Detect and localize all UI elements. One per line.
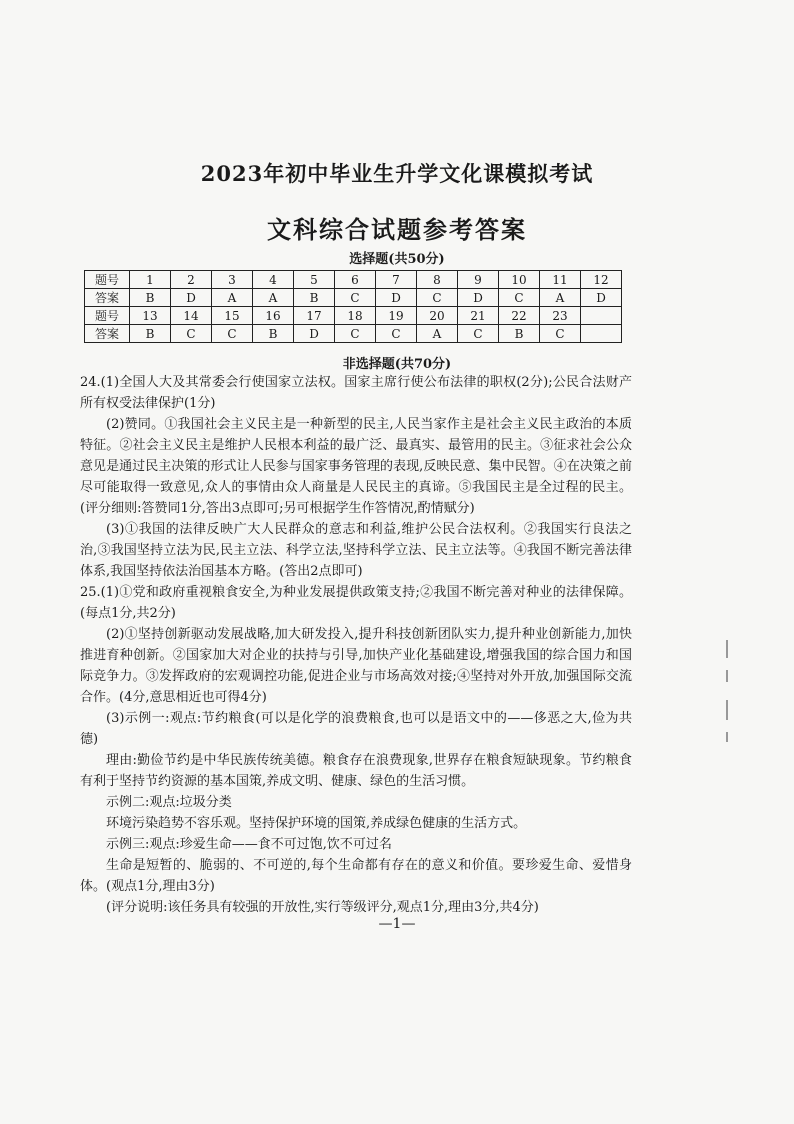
answer-paragraph: 示例三:观点:珍爱生命——食不可过饱,饮不可过名	[106, 837, 392, 852]
table-cell: D	[581, 289, 622, 307]
table-cell: C	[335, 289, 376, 307]
table-cell: D	[458, 289, 499, 307]
table-cell: 2	[171, 271, 212, 289]
table-cell: A	[417, 325, 458, 343]
table-cell: A	[253, 289, 294, 307]
exam-title: 2023年初中毕业生升学文化课模拟考试	[200, 161, 594, 186]
table-row	[85, 325, 622, 343]
table-cell: 8	[417, 271, 458, 289]
answer-paragraph: 示例二:观点:垃圾分类	[106, 795, 232, 810]
table-cell: 9	[458, 271, 499, 289]
non-choice-heading: 非选择题(共70分)	[342, 357, 452, 372]
table-cell: 22	[499, 307, 540, 325]
answer-paragraph: (评分说明:该任务具有较强的开放性,实行等级评分,观点1分,理由3分,共4分)	[106, 900, 539, 915]
table-cell: B	[499, 325, 540, 343]
table-cell: D	[376, 289, 417, 307]
table-cell: D	[294, 325, 335, 343]
table-row	[85, 271, 622, 289]
answer-body	[80, 372, 632, 918]
table-cell	[581, 325, 622, 343]
table-cell: C	[458, 325, 499, 343]
table-cell: C	[417, 289, 458, 307]
table-cell: 1	[130, 271, 171, 289]
table-cell: 16	[253, 307, 294, 325]
table-cell: B	[130, 325, 171, 343]
table-cell: 4	[253, 271, 294, 289]
table-cell: 3	[212, 271, 253, 289]
table-cell: 17	[294, 307, 335, 325]
table-cell: 23	[540, 307, 581, 325]
answer-paragraph: (3)示例一:观点:节约粮食(可以是化学的浪费粮食,也可以是语文中的——侈恶之大,俭为共德)	[80, 711, 632, 747]
table-cell: 15	[212, 307, 253, 325]
table-cell: 21	[458, 307, 499, 325]
table-cell: 14	[171, 307, 212, 325]
answer-paragraph: 理由:勤俭节约是中华民族传统美德。粮食存在浪费现象,世界存在粮食短缺现象。节约粮食有利于坚持节约资源的基本国策,养成文明、健康、绿色的生活习惯。	[80, 753, 632, 789]
table-row	[85, 289, 622, 307]
row-label: 答案	[85, 289, 130, 307]
table-cell: 13	[130, 307, 171, 325]
answer-paragraph: (2)赞同。①我国社会主义民主是一种新型的民主,人民当家作主是社会主义民主政治的本质特征。②社会主义民主是维护人民根本利益的最广泛、最真实、最管用的民主。③征求社会公众意见是通过民主决策的形式让人民参与国家事务管理的表现,反映民意、集中民智。④在决策之前尽可能取得一致意见,众人的事情由众人商量是人民民主的真谛。⑤我国民主是全过程的民主。(评分细则:答赞同1分,答出3点即可;另可根据学生作答情况,酌情赋分)	[80, 417, 632, 516]
table-cell: 12	[581, 271, 622, 289]
table-cell: 7	[376, 271, 417, 289]
table-cell	[581, 307, 622, 325]
table-cell: B	[294, 289, 335, 307]
page-number: —1—	[378, 916, 416, 932]
margin-scan-marks	[716, 640, 746, 750]
row-label: 题号	[85, 307, 130, 325]
answer-paragraph: 生命是短暂的、脆弱的、不可逆的,每个生命都有存在的意义和价值。要珍爱生命、爱惜身体。(观点1分,理由3分)	[80, 858, 632, 894]
answer-table	[84, 270, 622, 343]
table-cell: A	[540, 289, 581, 307]
table-cell: 10	[499, 271, 540, 289]
table-cell: 11	[540, 271, 581, 289]
table-cell: C	[499, 289, 540, 307]
table-cell: 20	[417, 307, 458, 325]
table-cell: C	[171, 325, 212, 343]
multiple-choice-heading: 选择题(共50分)	[349, 252, 445, 267]
table-cell: 5	[294, 271, 335, 289]
answer-key-title: 文科综合试题参考答案	[267, 215, 527, 244]
answer-paragraph: (2)①坚持创新驱动发展战略,加大研发投入,提升科技创新团队实力,提升种业创新能力,加快推进育种创新。②国家加大对企业的扶持与引导,加快产业化基础建设,增强我国的综合国力和国际竞争力。③发挥政府的宏观调控功能,促进企业与市场高效对接;④坚持对外开放,加强国际交流合作。(4分,意思相近也可得4分)	[80, 627, 632, 705]
table-cell: 18	[335, 307, 376, 325]
table-cell: D	[171, 289, 212, 307]
table-cell: C	[335, 325, 376, 343]
row-label: 答案	[85, 325, 130, 343]
row-label: 题号	[85, 271, 130, 289]
table-row	[85, 307, 622, 325]
table-cell: B	[253, 325, 294, 343]
table-cell: B	[130, 289, 171, 307]
table-cell: 6	[335, 271, 376, 289]
answer-paragraph: (3)①我国的法律反映广大人民群众的意志和利益,维护公民合法权利。②我国实行良法之治,③我国坚持立法为民,民主立法、科学立法,坚持科学立法、民主立法等。④我国不断完善法律体系,我国坚持依法治国基本方略。(答出2点即可)	[80, 522, 632, 579]
table-cell: A	[212, 289, 253, 307]
table-cell: C	[212, 325, 253, 343]
table-cell: C	[376, 325, 417, 343]
table-cell: 19	[376, 307, 417, 325]
answer-paragraph: 24.(1)全国人大及其常委会行使国家立法权。国家主席行使公布法律的职权(2分);公民合法财产所有权受法律保护(1分)	[80, 375, 632, 411]
answer-paragraph: 环境污染趋势不容乐观。坚持保护环境的国策,养成绿色健康的生活方式。	[106, 816, 527, 831]
table-cell: C	[540, 325, 581, 343]
answer-paragraph: 25.(1)①党和政府重视粮食安全,为种业发展提供政策支持;②我国不断完善对种业的法律保障。(每点1分,共2分)	[80, 585, 632, 621]
